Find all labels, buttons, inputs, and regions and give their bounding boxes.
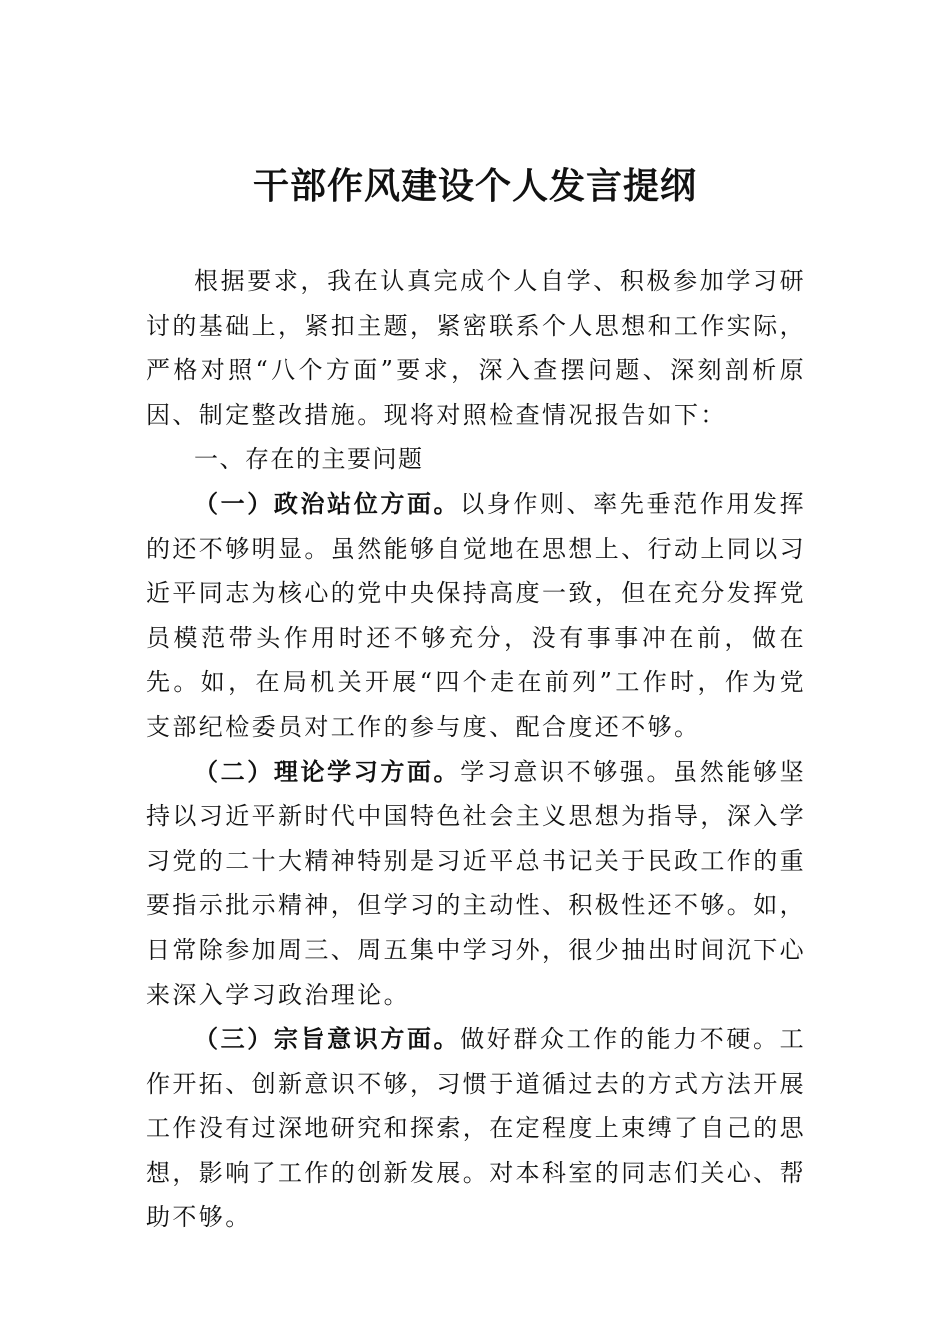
document-title: 干部作风建设个人发言提纲 <box>252 165 697 207</box>
item-text: 学习意识不够强。虽然能够坚持以习近平新时代中国特色社会主义思想为指导，深入学习党的二十大精神特别是习近平总书记关于民政工作的重要指示批示精神，但学习的主动性、积极性还不够。如，日常除参加周三、周五集中学习外，很少抽出时间沉下心来深入学习政治理论。 <box>146 757 807 1009</box>
item-lead: （二）理论学习方面。 <box>194 756 461 786</box>
item-lead: （一）政治站位方面。 <box>194 488 461 518</box>
item-lead: （三）宗旨意识方面。 <box>194 1024 461 1054</box>
item-text: 做好群众工作的能力不硬。工作开拓、创新意识不够，习惯于道循过去的方式方法开展工作没有过深地研究和探索，在定程度上束缚了自己的思想，影响了工作的创新发展。对本科室的同志们关心、帮助不够。 <box>146 1025 807 1232</box>
item-theory-study <box>146 750 806 1018</box>
intro-paragraph: 根据要求，我在认真完成个人自学、积极参加学习研讨的基础上，紧扣主题，紧密联系个人思想和工作实际，严格对照“八个方面”要求，深入查摆问题、深刻剖析原因、制定整改措施。现将对照检查情况报告如下： <box>146 267 806 429</box>
section-heading-main-problems: 一、存在的主要问题 <box>194 445 424 474</box>
item-purpose-awareness <box>146 1017 806 1240</box>
document-body <box>146 259 806 1240</box>
item-text: 以身作则、率先垂范作用发挥的还不够明显。虽然能够自觉地在思想上、行动上同以习近平同志为核心的党中央保持高度一致，但在充分发挥党员模范带头作用时还不够充分，没有事事冲在前，做在先。如，在局机关开展“四个走在前列”工作时，作为党支部纪检委员对工作的参与度、配合度还不够。 <box>146 489 807 741</box>
item-political-stance <box>146 482 806 750</box>
